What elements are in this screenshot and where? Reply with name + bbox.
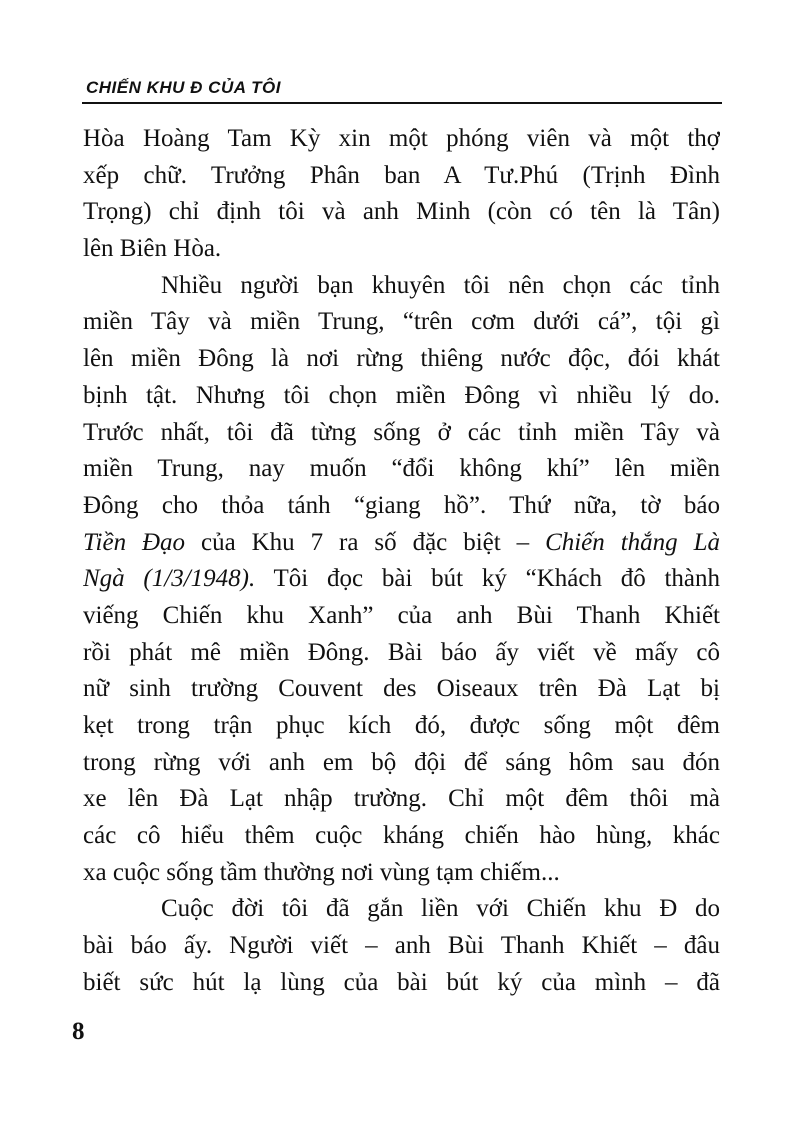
text-line: lên miền Đông là nơi rừng thiêng nước độc, đói khát	[83, 345, 720, 373]
italic-title: Chiến thắng Là	[545, 528, 720, 556]
text-line: Ngà (1/3/1948). Tôi đọc bài bút ký “Khách đô thành	[83, 565, 720, 593]
italic-title: Ngà (1/3/1948).	[83, 565, 256, 593]
italic-title: Tiền Đạo	[83, 528, 186, 556]
text-line: Tiền Đạo của Khu 7 ra số đặc biệt – Chiến thắng Là	[83, 528, 720, 556]
text-line: viếng Chiến khu Xanh” của anh Bùi Thanh Khiết	[83, 601, 720, 629]
text-line: xa cuộc sống tầm thường nơi vùng tạm chiếm...	[83, 858, 560, 886]
running-header	[82, 76, 722, 104]
text-line: Nhiều người bạn khuyên tôi nên chọn các tỉnh	[161, 271, 720, 299]
text-line: Trước nhất, tôi đã từng sống ở các tỉnh miền Tây và	[83, 418, 720, 446]
text-line: nữ sinh trường Couvent des Oiseaux trên Đà Lạt bị	[83, 675, 720, 703]
text-line: xe lên Đà Lạt nhập trường. Chỉ một đêm thôi mà	[83, 785, 720, 813]
text-line: Trọng) chỉ định tôi và anh Minh (còn có tên là Tân)	[83, 198, 720, 226]
text-line: Hòa Hoàng Tam Kỳ xin một phóng viên và một thợ	[83, 125, 720, 152]
page-number: 8	[72, 1018, 85, 1045]
text-line: bài báo ấy. Người viết – anh Bùi Thanh Khiết – đâu	[83, 932, 720, 960]
text-line: lên Biên Hòa.	[83, 235, 222, 263]
text-line: Đông cho thỏa tánh “giang hồ”. Thứ nữa, tờ báo	[83, 491, 720, 519]
text-line: miền Trung, nay muốn “đổi không khí” lên miền	[83, 455, 720, 483]
text-line: bịnh tật. Nhưng tôi chọn miền Đông vì nhiều lý do.	[83, 381, 720, 409]
text-line: trong rừng với anh em bộ đội để sáng hôm sau đón	[83, 748, 720, 776]
text-line: Cuộc đời tôi đã gắn liền với Chiến khu Đ do	[161, 895, 720, 923]
text-line: xếp chữ. Trưởng Phân ban A Tư.Phú (Trịnh Đình	[83, 161, 720, 189]
running-header-title: CHIẾN KHU Đ CỦA TÔI	[86, 78, 281, 97]
text-line: các cô hiểu thêm cuộc kháng chiến hào hùng, khác	[83, 822, 720, 850]
text-line: kẹt trong trận phục kích đó, được sống một đêm	[83, 712, 720, 739]
body-text	[83, 121, 720, 1002]
text-line: biết sức hút lạ lùng của bài bút ký của mình – đã	[83, 968, 720, 996]
text-line: rồi phát mê miền Đông. Bài báo ấy viết về mấy cô	[83, 638, 720, 666]
text-line: miền Tây và miền Trung, “trên cơm dưới cá”, tội gì	[83, 308, 720, 336]
